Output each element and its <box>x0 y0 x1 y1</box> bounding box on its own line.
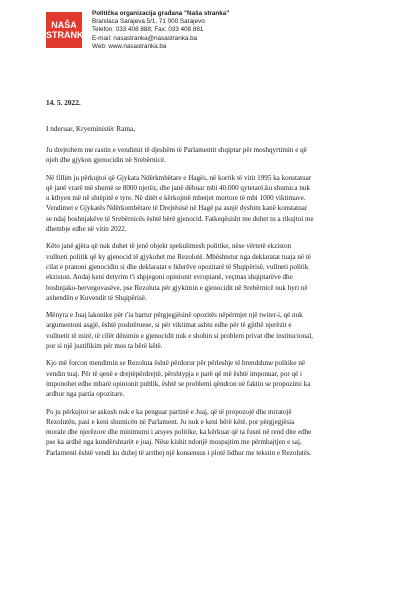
org-phone: Telefon: 033 408 888; Fax: 033 408 881 <box>92 26 204 34</box>
logo-line-1: NAŠA <box>51 20 77 30</box>
salutation: I nderuar, Kryeministër Rama, <box>46 124 136 133</box>
org-web: Web: www.nasastranka.ba <box>92 42 167 50</box>
org-email: E-mail: nasastranka@nasastranka.ba <box>92 34 198 42</box>
letter-date: 14. 5. 2022. <box>46 98 81 107</box>
paragraph-2: Në fillim ju përkujtoi që Gjykata Ndërkmbëtare e Hagës, në korrik të vitit 1995 ka konstatuar që janë vrarë më shumë se 8000 njerëz, dhe janë dëbuar mbi 40.000 qytetarë,ku shumica nuk u kthyen më në shtëpitë e tyre. Në ditët e kërkojmë mbetjet mortore të mbi 1000 viktimave. Vendimet e Gjykatës Ndërkombëtare të Drejtësisë në Hagë pa asnjë dyshim kanë konstatuar se ndaj boshnjakëve të Srebërnicës është bërë gjenocid. Fatkeqësisht me duhet tu a rikujtoi me dhembje edhe në vitin 2022. <box>46 173 314 234</box>
paragraph-4: Mënyra e Juaj lakonike për t'ia bartur përgjegjësinë opozitës nëpërmjet një twiter-i, që nuk argumentoni asgjë, është poshtëruese, si për viktimat ashtu edhe për të gjithë njerëzit e vullnetit të mirë, të cilët dënimin e gjenocidit nuk e shohin si problem privat dhe institucional, por si një justifikim për mos ta bërë këtë. <box>46 311 313 351</box>
logo-line-2: STRANKA <box>46 30 90 40</box>
org-address: Branilaca Sarajeva 5/1, 71 000 Sarajevo <box>92 18 205 26</box>
paragraph-3: Këto janë gjëra që nuk duhet të jenë objekt spekulimesh politike, nëse vërtetë ekziston vullneti politik që ky gjenocid të gjykohet me Rezolutë. Mbështetur nga deklaratat tuaja në të cilat e pranoni gjenocidin si dhe deklaratat e liderëve opozitarë të Shqipërisë, vullneti politik ekziston. Andaj keni detyrim t'i shpjegoni opinionit evropianë, veçmas shqiptarëve dhe boshnjako-hervegovasëve, pse Rezoluta për gjykimin e gjenocidit në Srebërnicë nuk hyri në axhendën e Kuvendit të Shqipërisë. <box>46 242 311 302</box>
org-name: Politička organizacija građana "Naša stranka" <box>92 10 230 17</box>
paragraph-1: Ju drejtohem me rastin e vendimit të djeshëm të Parlamentit shqiptar për moshqyrtimin e që njeh dhe gjykon gjenocidin në Srebërnicë. <box>46 146 307 165</box>
letter-body <box>46 145 376 465</box>
party-logo <box>46 12 90 48</box>
letterhead <box>92 10 229 51</box>
paragraph-5: Kjo më forcon mendimin se Rezoluta është përdorur për përleshje të brendshme politike në vendin tuaj. Për të qenë e drejtëpërdrejtë, përshtypja e parë që më është imponuar, por që i imponohet edhe mbarë opinionit publik, është se problemi qëndron në faktin se propozimi ka ardhur nga partia opozitare. <box>46 359 311 399</box>
paragraph-6: Po ju përkujtoi se askush nuk e ka penguar partinë e Juaj, që të propozojë dhe miratojë Rezolutën, pasi e keni shumicën në Parlament. Ju nuk e keni bërë këtë, por përgjegjësia morale dhe njerëzore dhe minimumi i arsyes politike, ka kërkuar që ta fusni në rend dite edhe pse ka ardhë nga kundërshtarët e juaj. Nëse kishit ndonjë mospajtim me përmbajtjen e saj, Parlamenti është vendi ku duhej të arrihej një konsensus i plotë lidhur me tekstin e Rezolutës. <box>46 407 312 457</box>
